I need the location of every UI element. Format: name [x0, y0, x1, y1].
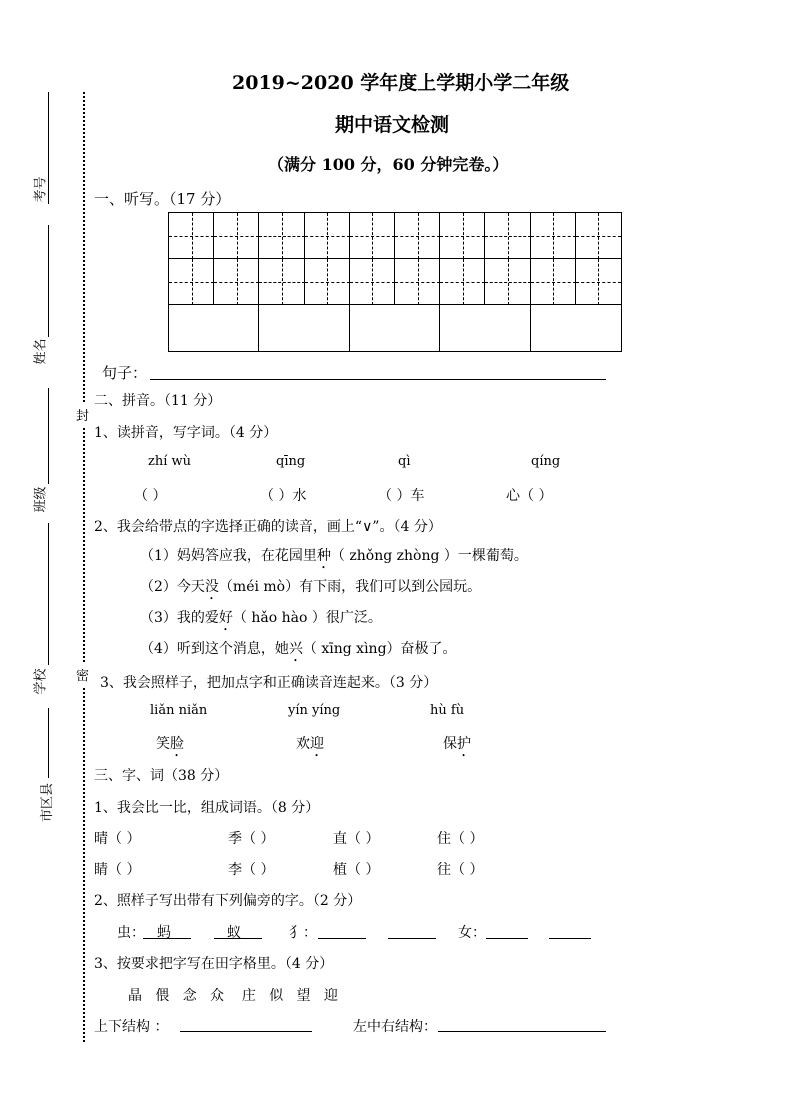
grid-guide-line — [508, 259, 509, 305]
left-mid-right-answer-line[interactable] — [438, 1031, 606, 1032]
page-subtitle: 期中语文检测 — [335, 114, 450, 136]
word-writing-box[interactable] — [531, 305, 621, 351]
top-bottom-label: 上下结构 ： — [94, 1019, 169, 1035]
grid-guide-line — [192, 259, 193, 305]
section1-title: 一、听写。（17 分） — [94, 190, 231, 208]
seal-dotted-line — [83, 92, 85, 1042]
insect-example-1: 蚂 — [157, 925, 171, 941]
dog-radical-label: 犭： — [289, 925, 317, 941]
word-writing-box[interactable] — [169, 305, 259, 351]
grid-guide-line — [237, 213, 238, 259]
compare-row-2-c[interactable]: 植（ ） — [333, 862, 380, 878]
q2-2-item-3 — [140, 607, 382, 634]
grid-guide-line — [372, 213, 373, 259]
grid-guide-line — [327, 213, 328, 259]
compare-row-1-b[interactable]: 季（ ） — [228, 831, 275, 847]
grid-guide-line — [237, 259, 238, 305]
compare-row-2-a[interactable]: 睛（ ） — [94, 862, 141, 878]
q3-1-title: 1、我会比一比，组成词语。（8 分） — [94, 800, 320, 816]
answer-blank-2[interactable]: （ ）水 — [260, 488, 307, 504]
exam-number-line — [48, 92, 49, 204]
dog-answer-line-2[interactable] — [388, 938, 436, 939]
compare-row-2-b[interactable]: 李（ ） — [228, 862, 275, 878]
word-char: 保 — [443, 736, 457, 752]
exam-number-label: 考号 — [33, 176, 49, 203]
word-writing-box[interactable] — [440, 305, 530, 351]
section3-title: 三、字、词（38 分） — [94, 768, 229, 784]
item-text: （2）今天 — [140, 579, 205, 595]
q2-3-pinyin-2[interactable]: yín yíng — [288, 703, 341, 718]
class-line — [48, 388, 49, 484]
item-text[interactable]: （ zhǒng zhòng ）一棵葡萄。 — [330, 548, 528, 564]
pinyin-3: qì — [398, 454, 411, 469]
pinyin-2: qīng — [276, 454, 306, 469]
compare-row-1-a[interactable]: 晴（ ） — [94, 831, 141, 847]
q3-3-title: 3、按要求把字写在田字格里。（4 分） — [94, 956, 334, 972]
left-mid-right-label: 左中右结构： — [353, 1019, 437, 1035]
seal-mark-mi: 密 — [76, 663, 89, 686]
q2-2-item-1 — [140, 545, 528, 572]
pinyin-1: zhí wù — [148, 454, 192, 469]
grid-guide-line — [508, 213, 509, 259]
answer-blank-3[interactable]: （ ）车 — [378, 488, 425, 504]
grid-guide-line — [192, 213, 193, 259]
compare-row-1-d[interactable]: 住（ ） — [437, 831, 484, 847]
dotted-char: 种 — [316, 548, 331, 564]
dotted-char: 护 — [457, 736, 471, 752]
page-title: 2019~2020 学年度上学期小学二年级 — [232, 72, 570, 94]
character-list: 晶 偎 念 众 庄 似 望 迎 — [128, 988, 338, 1004]
answer-blank-4[interactable]: 心（ ） — [506, 488, 553, 504]
district-line — [48, 708, 49, 778]
word-char: 欢 — [296, 736, 310, 752]
grid-guide-line — [327, 259, 328, 305]
q2-2-title: 2、我会给带点的字选择正确的读音，画上“∨”。（4 分） — [94, 519, 442, 535]
item-text[interactable]: （méi mò）有下雨，我们可以到公园玩。 — [218, 579, 482, 595]
seal-mark-feng: 封 — [76, 403, 89, 426]
word-writing-box[interactable] — [350, 305, 440, 351]
q2-3-word-2[interactable] — [296, 733, 324, 760]
q2-1-title: 1、读拼音，写字词。（4 分） — [94, 425, 278, 441]
woman-answer-line-2[interactable] — [549, 938, 591, 939]
dotted-char: 脸 — [170, 736, 184, 752]
woman-answer-line-1[interactable] — [486, 938, 528, 939]
q2-3-pinyin-3[interactable]: hù fù — [430, 703, 465, 718]
grid-guide-line — [282, 259, 283, 305]
item-text: （1）妈妈答应我，在花园里 — [140, 548, 317, 564]
insect-example-2-line — [214, 938, 262, 939]
dotted-char: 迎 — [310, 736, 324, 752]
dotted-char: 好 — [218, 610, 233, 626]
grid-guide-line — [598, 259, 599, 305]
sentence-label: 句子： — [102, 364, 148, 382]
section2-title: 二、拼音。（11 分） — [94, 393, 222, 409]
woman-radical-label: 女： — [458, 925, 486, 941]
item-text[interactable]: （ xīng xìng）奋极了。 — [302, 641, 457, 657]
grid-guide-line — [598, 213, 599, 259]
item-text: （3）我的爱 — [140, 610, 219, 626]
insect-radical-label: 虫： — [117, 925, 145, 941]
grid-guide-line — [418, 213, 419, 259]
grid-guide-line — [418, 259, 419, 305]
q2-3-word-1[interactable] — [156, 733, 184, 760]
word-writing-box[interactable] — [259, 305, 349, 351]
insect-example-2: 蚁 — [227, 925, 241, 941]
dictation-grid[interactable] — [168, 212, 622, 352]
dotted-char: 没 — [204, 579, 219, 595]
word-char: 笑 — [156, 736, 170, 752]
dog-answer-line-1[interactable] — [318, 938, 366, 939]
school-label: 学校 — [33, 668, 49, 695]
district-label: 市区县 — [40, 782, 56, 823]
q2-2-item-4 — [140, 638, 457, 665]
q2-3-word-3[interactable] — [443, 733, 471, 760]
item-text[interactable]: （ hǎo hào ）很广泛。 — [232, 610, 382, 626]
answer-blank-1[interactable]: （ ） — [134, 488, 167, 504]
grid-guide-line — [553, 213, 554, 259]
school-line — [48, 523, 49, 665]
class-label: 班级 — [33, 486, 49, 513]
top-bottom-answer-line[interactable] — [180, 1031, 312, 1032]
grid-guide-line — [553, 259, 554, 305]
q2-2-item-2 — [140, 576, 481, 603]
item-text: （4）听到这个消息，她 — [140, 641, 289, 657]
compare-row-1-c[interactable]: 直（ ） — [333, 831, 380, 847]
insect-example-1-line — [143, 938, 191, 939]
score-note: （满分 100 分，60 分钟完卷。） — [268, 155, 509, 174]
name-label: 姓名 — [33, 338, 49, 365]
name-line — [48, 225, 49, 337]
grid-guide-line — [463, 259, 464, 305]
grid-guide-line — [463, 213, 464, 259]
q2-3-title: 3、我会照样子，把加点字和正确读音连起来。（3 分） — [100, 675, 438, 691]
compare-row-2-d[interactable]: 往（ ） — [437, 862, 484, 878]
q2-3-pinyin-1[interactable]: liǎn niǎn — [150, 703, 208, 718]
grid-guide-line — [372, 259, 373, 305]
pinyin-4: qíng — [531, 454, 561, 469]
dotted-char: 兴 — [288, 641, 303, 657]
q3-2-title: 2、照样子写出带有下列偏旁的字。（2 分） — [94, 893, 362, 909]
sentence-line[interactable] — [150, 379, 606, 380]
grid-guide-line — [282, 213, 283, 259]
